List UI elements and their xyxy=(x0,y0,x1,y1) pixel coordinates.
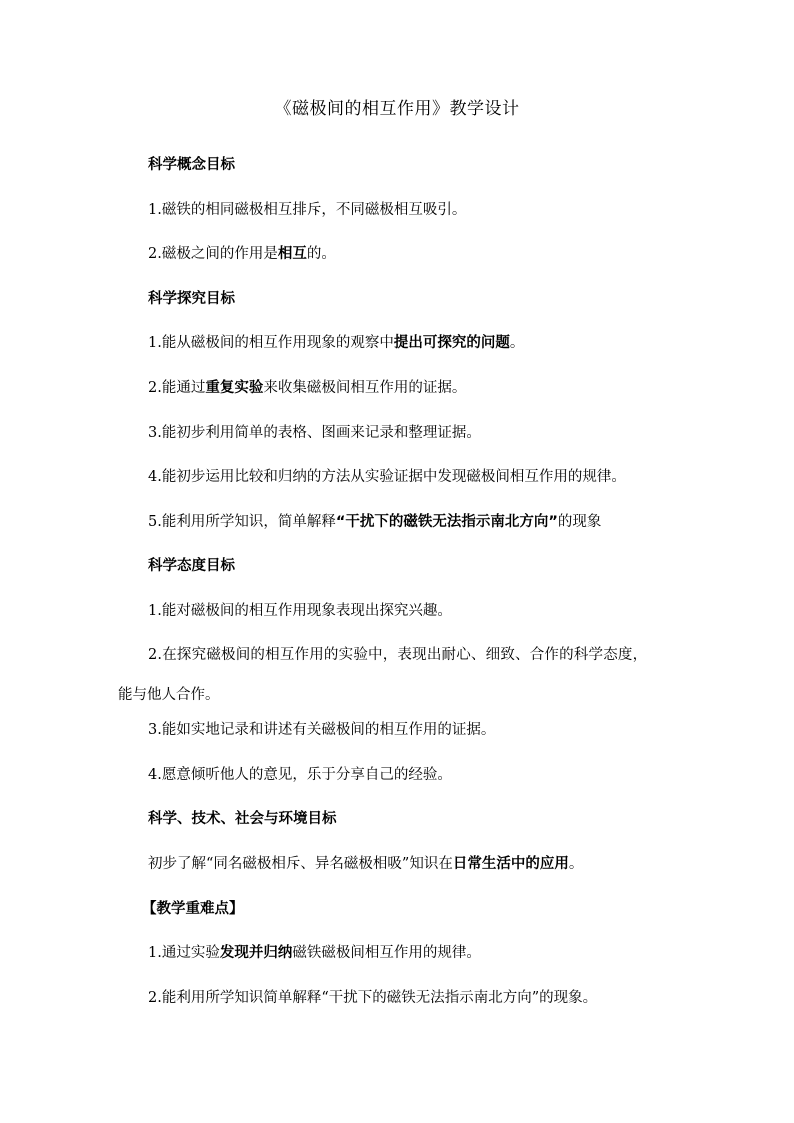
text-run: 2.磁极之间的作用是 xyxy=(148,246,278,262)
concept-item-2 xyxy=(148,244,336,264)
attitude-item-4: 4.愿意倾听他人的意见，乐于分享自己的经验。 xyxy=(148,767,452,783)
attitude-item-3: 3.能如实地记录和讲述有关磁极间的相互作用的证据。 xyxy=(148,722,496,738)
emphasis-text: 提出可探究的问题 xyxy=(393,335,510,351)
text-run: 。 xyxy=(568,856,584,872)
inquiry-item-3: 3.能初步利用简单的表格、图画来记录和整理证据。 xyxy=(148,425,481,441)
emphasis-text: 日常生活中的应用 xyxy=(452,856,569,872)
concept-item-1: 1.磁铁的相同磁极相互排斥，不同磁极相互吸引。 xyxy=(148,202,467,218)
document-title: 《磁极间的相互作用》教学设计 xyxy=(274,99,520,119)
section-heading-concept: 科学概念目标 xyxy=(148,157,235,173)
text-run: 1.通过实验 xyxy=(148,945,220,961)
section-heading-attitude: 科学态度目标 xyxy=(148,558,235,574)
stse-item-1 xyxy=(148,854,583,874)
text-run: 的现象 xyxy=(557,514,602,530)
emphasis-text: 重复实验 xyxy=(205,380,264,396)
text-run: 磁铁磁极间相互作用的规律。 xyxy=(292,945,481,961)
text-run: 5.能利用所学知识，简单解释 xyxy=(148,514,336,530)
attitude-item-2 xyxy=(118,645,678,705)
key-point-item-2: 2.能利用所学知识简单解释“干扰下的磁铁无法指示南北方向”的现象。 xyxy=(148,990,598,1006)
text-run: 来收集磁极间相互作用的证据。 xyxy=(263,380,467,396)
text-run: 初步了解“同名磁极相斥、异名磁极相吸”知识在 xyxy=(148,856,453,872)
inquiry-item-4: 4.能初步运用比较和归纳的方法从实验证据中发现磁极间相互作用的规律。 xyxy=(148,469,626,485)
inquiry-item-2 xyxy=(148,378,466,398)
text-run: 。 xyxy=(509,335,525,351)
inquiry-item-1 xyxy=(148,333,524,353)
section-heading-key-points: 【教学重难点】 xyxy=(142,901,244,917)
section-heading-inquiry: 科学探究目标 xyxy=(148,291,235,307)
section-heading-stse: 科学、技术、社会与环境目标 xyxy=(148,811,337,827)
emphasis-text: 发现并归纳 xyxy=(219,945,293,961)
text-run: 2.能通过 xyxy=(148,380,206,396)
text-run: 的。 xyxy=(306,246,336,262)
emphasis-text: 相互 xyxy=(277,246,307,262)
text-run: 1.能从磁极间的相互作用现象的观察中 xyxy=(148,335,394,351)
key-point-item-1 xyxy=(148,943,481,963)
emphasis-text: “干扰下的磁铁无法指示南北方向” xyxy=(335,514,558,530)
inquiry-item-5 xyxy=(148,512,601,532)
attitude-item-2-line-1: 2.在探究磁极间的相互作用的实验中，表现出耐心、细致、合作的科学态度， xyxy=(148,647,648,663)
attitude-item-2-line-2: 能与他人合作。 xyxy=(118,687,220,703)
attitude-item-1: 1.能对磁极间的相互作用现象表现出探究兴趣。 xyxy=(148,603,452,619)
